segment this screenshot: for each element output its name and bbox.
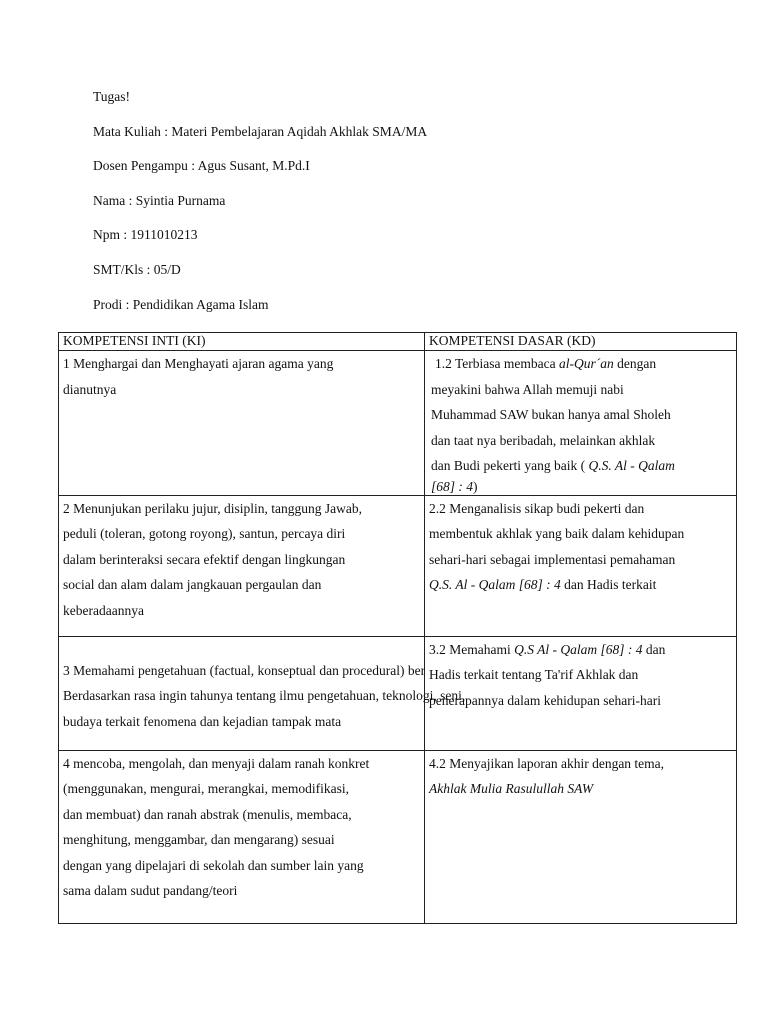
col-header-ki: KOMPETENSI INTI (KI) <box>59 333 425 351</box>
ki2-line: peduli (toleran, gotong royong), santun, percaya diri <box>63 526 346 541</box>
kd1-line: dan taat nya beribadah, melainkan akhlak <box>431 432 656 448</box>
table-row <box>59 750 737 923</box>
ki3-line: 3 Memahami pengetahuan (factual, konseptual dan procedural) ber <box>63 662 426 678</box>
kd2-line: 2.2 Menganalisis sikap budi pekerti dan <box>429 500 645 516</box>
kd-cell-2 <box>425 495 737 636</box>
table-row <box>59 495 737 636</box>
ki3-line: budaya terkait fenomena dan kejadian tampak mata <box>63 713 342 729</box>
ki4-line: (menggunakan, mengurai, merangkai, memodifikasi, <box>63 781 350 796</box>
kd1-line: dan Budi pekerti yang baik ( Q.S. Al - Qalam <box>431 458 675 473</box>
ki2-line: dalam berinteraksi secara efektif dengan lingkungan <box>63 551 346 567</box>
kd1-line: meyakini bahwa Allah memuji nabi <box>431 381 624 397</box>
ki4-line: dan membuat) dan ranah abstrak (menulis, membaca, <box>63 806 352 822</box>
kd1-line: Muhammad SAW bukan hanya amal Sholeh <box>431 407 671 422</box>
ki3-line: Berdasarkan rasa ingin tahunya tentang ilmu pengetahuan, teknologi, seni, <box>63 688 466 703</box>
ki4-line: sama dalam sudut pandang/teori <box>63 883 238 898</box>
col-header-kd: KOMPETENSI DASAR (KD) <box>425 333 737 351</box>
kd3-line: Hadis terkait tentang Ta'rif Akhlak dan <box>429 667 639 682</box>
ki2-line: 2 Menunjukan perilaku jujur, disiplin, tanggung Jawab, <box>63 500 363 516</box>
ki4-line: 4 mencoba, mengolah, dan menyaji dalam ranah konkret <box>63 755 370 771</box>
kd4-line: Akhlak Mulia Rasulullah SAW <box>429 781 594 796</box>
kd1-line: 1.2 Terbiasa membaca al-Qur´an dengan <box>435 356 657 371</box>
ki-cell-4 <box>59 750 425 923</box>
ki2-line: keberadaannya <box>63 602 144 618</box>
kd2-line: membentuk akhlak yang baik dalam kehidupan <box>429 526 685 541</box>
ki4-line: menghitung, menggambar, dan mengarang) sesuai <box>63 832 335 847</box>
prodi-line: Prodi : Pendidikan Agama Islam <box>93 296 269 312</box>
kd2-line: Q.S. Al - Qalam [68] : 4 dan Hadis terkait <box>429 577 657 592</box>
tugas-heading: Tugas! <box>93 89 131 104</box>
kd-cell-1 <box>425 351 737 496</box>
table-header-row <box>59 333 737 351</box>
table-row <box>59 351 737 496</box>
table-row <box>59 636 737 750</box>
kd1-line: [68] : 4) <box>431 478 478 494</box>
ki-cell-3 <box>59 636 466 750</box>
ki-cell-2 <box>59 495 425 636</box>
kd3-line: 3.2 Memahami Q.S Al - Qalam [68] : 4 dan <box>429 641 666 657</box>
ki1-line: dianutnya <box>63 381 117 397</box>
kd2-line: sehari-hari sebagai implementasi pemahaman <box>429 551 676 567</box>
ki-cell-1 <box>59 351 425 496</box>
dosen-line: Dosen Pengampu : Agus Susant, M.Pd.I <box>93 158 310 174</box>
kd-cell-3 <box>425 636 737 750</box>
kompetensi-table <box>58 332 737 924</box>
ki4-line: dengan yang dipelajari di sekolah dan sumber lain yang <box>63 857 364 873</box>
ki2-line: social dan alam dalam jangkauan pergaulan dan <box>63 577 322 592</box>
ki1-line: 1 Menghargai dan Menghayati ajaran agama yang <box>63 356 334 371</box>
mata-kuliah-line: Mata Kuliah : Materi Pembelajaran Aqidah Akhlak SMA/MA <box>93 123 428 139</box>
kd4-line: 4.2 Menyajikan laporan akhir dengan tema, <box>429 755 665 771</box>
nama-line: Nama : Syintia Purnama <box>93 192 226 208</box>
smt-line: SMT/Kls : 05/D <box>93 261 181 277</box>
kd3-line: penerapannya dalam kehidupan sehari-hari <box>429 692 662 708</box>
header-block <box>93 87 427 329</box>
kd-cell-4 <box>425 750 737 923</box>
npm-line: Npm : 1911010213 <box>93 227 198 243</box>
